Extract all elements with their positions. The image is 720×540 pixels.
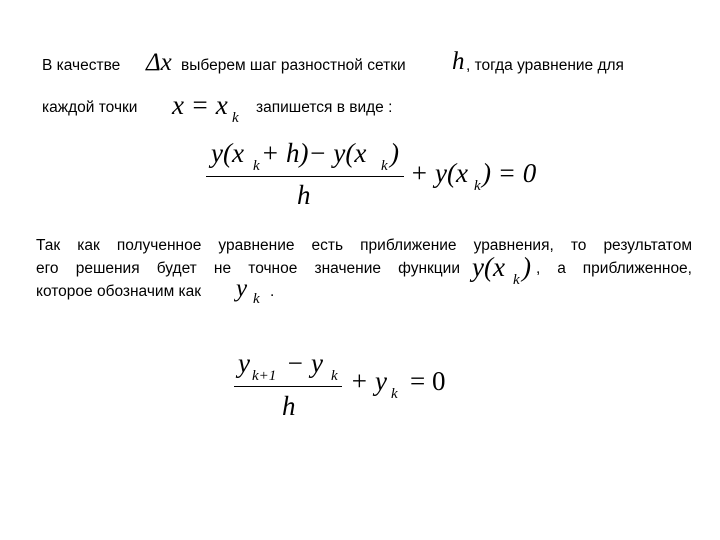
eq2-numerator-minus-y: − y (286, 348, 323, 378)
text-para2-line3-part1: которое обозначим как (36, 283, 202, 300)
eq2-fraction-bar (234, 386, 342, 387)
text-line2-part2: запишется в виде : (256, 99, 393, 116)
eq1-subscript-2: k (381, 158, 388, 174)
eq1-fraction-bar (206, 176, 404, 177)
eq1-numerator-left: y(x (211, 138, 244, 168)
math-h-inline: h (452, 48, 465, 75)
text-para2-line1: Так как полученное уравнение есть приближение уравнения, то результатом (36, 237, 692, 254)
math-y-xk-close: ) (522, 252, 531, 282)
math-x-eq-xk-subscript: k (232, 110, 239, 126)
eq2-rhs-plus-y: + y (350, 366, 387, 396)
eq1-subscript-3: k (474, 178, 481, 194)
text-line1-part3: , тогда уравнение для (466, 57, 624, 74)
eq1-numerator-mid: + h)− y(x (261, 138, 367, 168)
text-line2-part1: каждой точки (42, 99, 138, 116)
math-y-xk-subscript: k (513, 272, 520, 288)
eq2-numerator-y: y (238, 348, 250, 378)
eq1-numerator-right: ) (390, 138, 399, 168)
math-delta-x: Δx (146, 49, 172, 76)
eq2-denominator: h (282, 391, 296, 421)
math-x-eq-xk: x = x (172, 90, 228, 120)
eq2-subscript-k-plus-1: k+1 (252, 368, 277, 384)
math-yk-inline: y (236, 275, 248, 302)
text-para2-line3-part2: . (270, 283, 275, 300)
text-line1-part1: В качестве (42, 57, 121, 74)
eq2-subscript-k-1: k (331, 368, 338, 384)
text-para2-line2-part2: , а приближенное, (536, 260, 692, 277)
eq1-rhs-left: + y(x (410, 158, 468, 188)
eq1-subscript-1: k (253, 158, 260, 174)
eq2-rhs-eq-zero: = 0 (410, 366, 446, 396)
math-y-xk-inline: y(x (472, 252, 505, 282)
eq2-subscript-k-2: k (391, 386, 398, 402)
eq1-rhs-right: ) = 0 (482, 158, 537, 188)
text-para2-line2-part1: его решения будет не точное значение функции (36, 260, 460, 277)
eq1-denominator: h (297, 180, 311, 210)
text-line1-part2: выберем шаг разностной сетки (181, 57, 406, 74)
math-yk-subscript: k (253, 291, 260, 307)
